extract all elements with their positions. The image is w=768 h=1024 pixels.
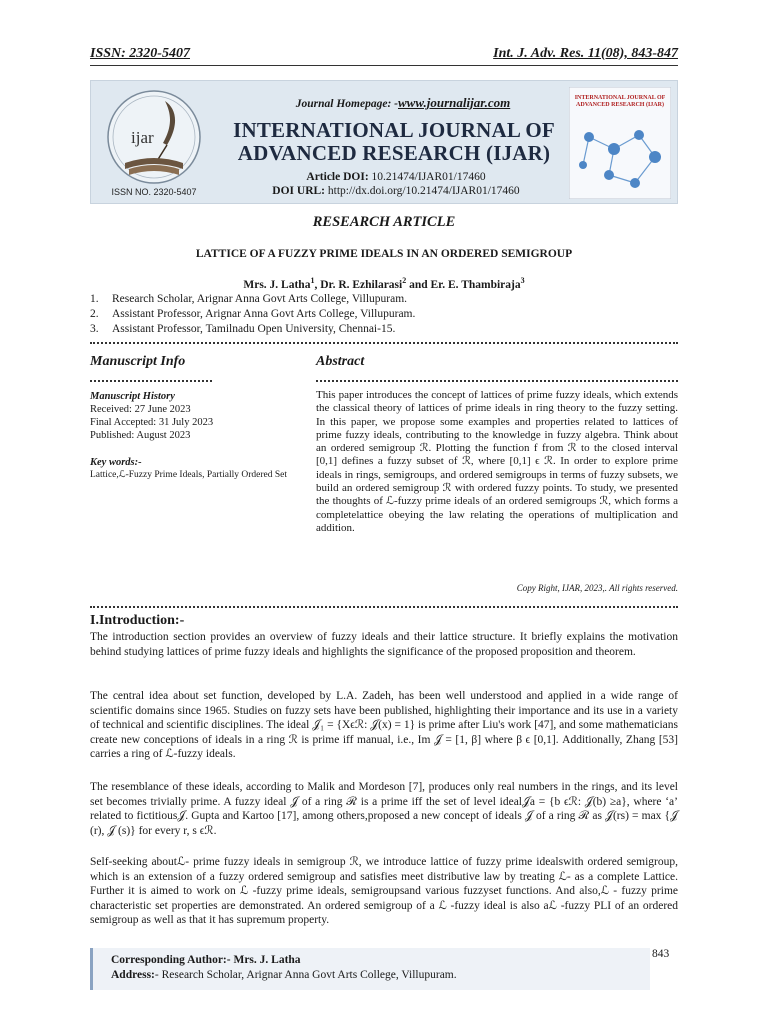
journal-banner (90, 80, 678, 204)
cover-title-line1: INTERNATIONAL JOURNAL OF (574, 95, 666, 101)
manuscript-info-heading: Manuscript Info (90, 354, 186, 369)
intro-paragraph-4: Self-seeking aboutℒ- prime fuzzy ideals in semigroup ℛ, we introduce lattice of fuzzy prime idealswith ordered semigroup, which is an extension of a fuzzy ordered semigroup and satisfies meet distributive law by treating ℒ- as a complete Lattice. Further it is aimed to work on ℒ -fuzzy prime ideals, semigroupsand various fuzzyset functions. And also,ℒ - fuzzy prime characteristic set properties are demonstrated. An ordered semigroup of a ℒ -fuzzy ideal is also aℒ -fuzzy PLI of an ordered semigroup as well as that it has supremum property. (90, 856, 678, 927)
journal-title-line2: ADVANCED RESEARCH (IJAR) (237, 141, 551, 165)
received-date: Received: 27 June 2023 (90, 404, 191, 415)
keywords-label: Key words:- (90, 457, 142, 468)
journal-title (209, 119, 579, 165)
journal-citation: Int. J. Adv. Res. 11(08), 843-847 (493, 46, 678, 61)
affiliation-text: Assistant Professor, Arignar Anna Govt Arts College, Villupuram. (112, 308, 416, 320)
homepage-link[interactable]: www.journalijar.com (398, 95, 511, 110)
article-doi: 10.21474/IJAR01/17460 (371, 171, 486, 183)
journal-cover-image (569, 87, 671, 199)
address-label: Address: (111, 969, 155, 981)
issn-text: ISSN: 2320-5407 (90, 46, 190, 61)
affiliation-text: Assistant Professor, Tamilnadu Open University, Chennai-15. (112, 323, 396, 335)
author-separator: , (314, 278, 321, 291)
ijar-logo (95, 85, 213, 201)
logo-issn: ISSN NO. 2320-5407 (111, 187, 197, 197)
corresponding-author-box (90, 948, 650, 990)
cover-title-line2: ADVANCED RESEARCH (IJAR) (576, 102, 664, 108)
author-separator: and (406, 278, 431, 291)
affiliation-number: 1. (90, 293, 99, 305)
page-number: 843 (652, 948, 670, 960)
paper-title: LATTICE OF A FUZZY PRIME IDEALS IN AN ORDERED SEMIGROUP (195, 248, 573, 260)
section-divider (90, 334, 678, 344)
homepage-label: Journal Homepage: - (295, 98, 398, 110)
author-name: Dr. R. Ezhilarasi (320, 278, 403, 291)
manuscript-history-label: Manuscript History (90, 391, 175, 402)
published-date: Published: August 2023 (90, 430, 191, 441)
intro-paragraph-3: The resemblance of these ideals, according to Malik and Mordeson [7], produces only real numbers in the rings, and its level set becomes trivially prime. A fuzzy ideal 𝒥 of a ring ℛ is a prime iff the set of level ideal𝒥a = {b ϵℛ: 𝒥(b) ≥a}, where ‘a’ related to fictitious𝒥. Gupta and Kartoo [17], among others,proposed a new concept of ideals 𝒥 of a ring ℛ as 𝒥(rs) = max {𝒥 (r), 𝒥 (s)} for every r, s ϵℛ. (90, 781, 678, 837)
introduction-heading: I.Introduction:- (90, 613, 185, 628)
address-text: - Research Scholar, Arignar Anna Govt Arts College, Villupuram. (154, 969, 457, 981)
doi-url-label: DOI URL: (272, 185, 326, 197)
section-divider (90, 598, 678, 608)
author-name: Mrs. J. Latha (243, 278, 311, 291)
journal-homepage (223, 95, 583, 111)
author-affil-mark: 2 (402, 276, 407, 285)
abstract-text: This paper introduces the concept of lattices of prime fuzzy ideals, which extends the classical theory of lattices of prime ideals in ring theory to the fuzzy setting. In this paper, we propose some examples and properties related to lattices of prime fuzzy ideals, contributing to the knowledge in fuzzy algebra. Think about an ordered semigroup ℛ. Plotting the function f from ℛ to the closed interval [0,1] defines a fuzzy subset of ℛ, where [0,1] ϵ ℛ. In order to explore prime ideals in rings, semigroups, and ordered semigroups in terms of fuzzy subsets, we build an ordered semigroup ℛ with ordered fuzzy points. To study, we presented the thoughts of ℒ-fuzzy prime ideals of an ordered semigroups ℛ, which forms a completelattice obeying the law relating the operations of multiplication and addition. (316, 389, 678, 534)
abstract-divider (316, 372, 678, 382)
affiliation-number: 2. (90, 308, 99, 320)
journal-title-line1: INTERNATIONAL JOURNAL OF (233, 118, 555, 142)
copyright-notice: Copy Right, IJAR, 2023,. All rights reserved. (516, 583, 678, 593)
doi-url-link[interactable]: http://dx.doi.org/10.21474/IJAR01/17460 (327, 185, 520, 197)
running-header (90, 44, 678, 66)
corresponding-author: Corresponding Author:- Mrs. J. Latha (111, 954, 301, 966)
intro-paragraph-2: The central idea about set function, developed by L.A. Zadeh, has been well understood and applied in a wide range of scientific domains since 1965. Studies on fuzzy sets have been published, highlighting their importance and its use in a variety of technical and scientific disciplines. The ideal 𝒥₁ = {Xϵℛ: 𝒥(x) = 1} is prime after Liu's work [47], and some mathematicians create new conceptions of ideals in a ring ℛ is prime iff manual, i.e., Im 𝒥 = [1, β] where β ϵ [0,1]. Additionally, Zhang [53] carries a ring of ℒ-fuzzy ideals. (90, 690, 678, 761)
accepted-date: Final Accepted: 31 July 2023 (90, 417, 214, 428)
author-affil-mark: 1 (310, 276, 315, 285)
intro-paragraph-1: The introduction section provides an overview of fuzzy ideals and their lattice structure. It briefly explains the motivation behind studying lattices of prime fuzzy ideals and highlights the significance of the proposed proposition and theorem. (90, 631, 678, 658)
affiliation-item (90, 307, 678, 322)
author-list (90, 276, 678, 291)
abstract-heading: Abstract (316, 354, 365, 369)
author-name: Er. E. Thambiraja (430, 278, 521, 291)
affiliation-number: 3. (90, 323, 99, 335)
article-doi-label: Article DOI: (306, 171, 369, 183)
manuscript-divider (90, 372, 212, 382)
logo-text: ijar (131, 128, 154, 147)
affiliation-text: Research Scholar, Arignar Anna Govt Arts College, Villupuram. (112, 293, 408, 305)
affiliation-list (90, 292, 678, 337)
affiliation-item (90, 292, 678, 307)
keywords-text: Lattice,ℒ-Fuzzy Prime Ideals, Partially Ordered Set (90, 470, 288, 480)
article-type: RESEARCH ARTICLE (312, 214, 456, 230)
doi-block (221, 170, 571, 198)
manuscript-info (90, 390, 300, 481)
author-affil-mark: 3 (520, 276, 525, 285)
